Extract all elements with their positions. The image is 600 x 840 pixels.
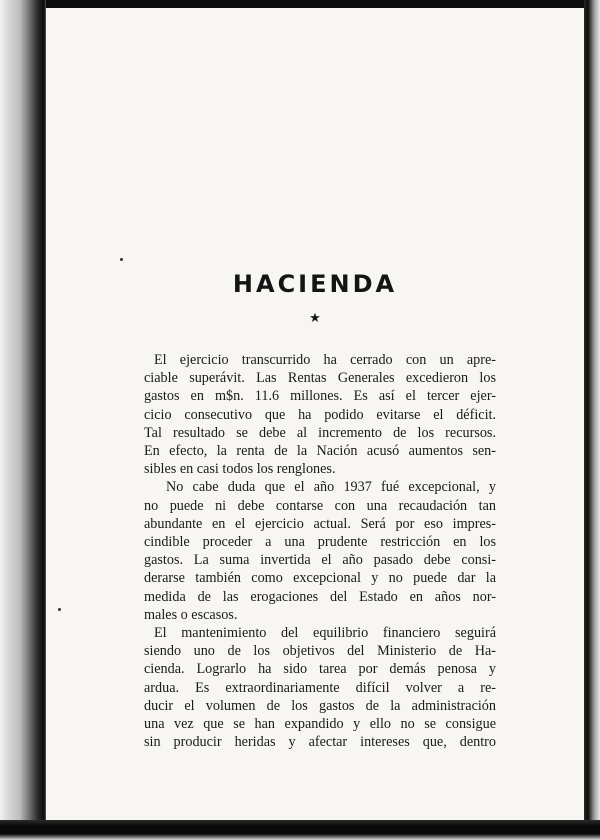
text-line: gastos. La suma invertida el año pasado debe consi- xyxy=(144,552,496,569)
text-line: ducir el volumen de los gastos de la administración xyxy=(144,697,496,714)
star-ornament-icon: ★ xyxy=(309,311,321,326)
text-line: sin producir heridas y afectar intereses que, dentro xyxy=(144,734,496,751)
text-line: males o escasos. xyxy=(144,606,238,623)
scan-speck xyxy=(120,258,123,261)
text-line: cindible proceder a una prudente restricción en los xyxy=(144,534,496,551)
text-line: siendo uno de los objetivos del Ministerio de Ha- xyxy=(144,643,496,660)
text-line: En efecto, la renta de la Nación acusó aumentos sen- xyxy=(144,443,496,460)
text-line: ardua. Es extraordinariamente difícil volver a re- xyxy=(144,679,496,696)
text-line: cicio consecutivo que ha podido evitarse el déficit. xyxy=(144,406,496,423)
text-line: medida de las erogaciones del Estado en años nor- xyxy=(144,588,496,605)
scan-speck xyxy=(58,608,61,611)
document-page xyxy=(46,8,584,820)
scan-bottom-edge xyxy=(0,820,600,840)
text-line: no puede ni debe contarse con una recaudación tan xyxy=(144,497,496,514)
paragraph xyxy=(144,624,496,751)
text-line: No cabe duda que el año 1937 fué excepcional, y xyxy=(166,479,496,496)
text-line: una vez que se han expandido y ello no se consigue xyxy=(144,716,496,733)
paragraph xyxy=(144,351,496,478)
scan-top-edge xyxy=(46,0,584,8)
scan-right-edge xyxy=(584,0,600,840)
text-line: derarse también como excepcional y no puede dar la xyxy=(144,570,496,587)
page-title: HACIENDA xyxy=(232,270,398,298)
text-line: sibles en casi todos los renglones. xyxy=(144,461,336,478)
body-text xyxy=(144,351,496,751)
text-line: ciable superávit. Las Rentas Generales excedieron los xyxy=(144,370,496,387)
text-line: Tal resultado se debe al incremento de los recursos. xyxy=(144,424,496,441)
text-line: cienda. Lograrlo ha sido tarea por demás penosa y xyxy=(144,661,496,678)
scan-left-edge xyxy=(0,0,46,840)
text-line: abundante en el ejercicio actual. Será por eso impres- xyxy=(144,515,496,532)
text-line: El ejercicio transcurrido ha cerrado con un apre- xyxy=(154,352,496,368)
paragraph xyxy=(144,478,496,624)
text-line: gastos en m$n. 11.6 millones. Es así el tercer ejer- xyxy=(144,388,496,405)
text-line: El mantenimiento del equilibrio financiero seguirá xyxy=(154,625,496,642)
